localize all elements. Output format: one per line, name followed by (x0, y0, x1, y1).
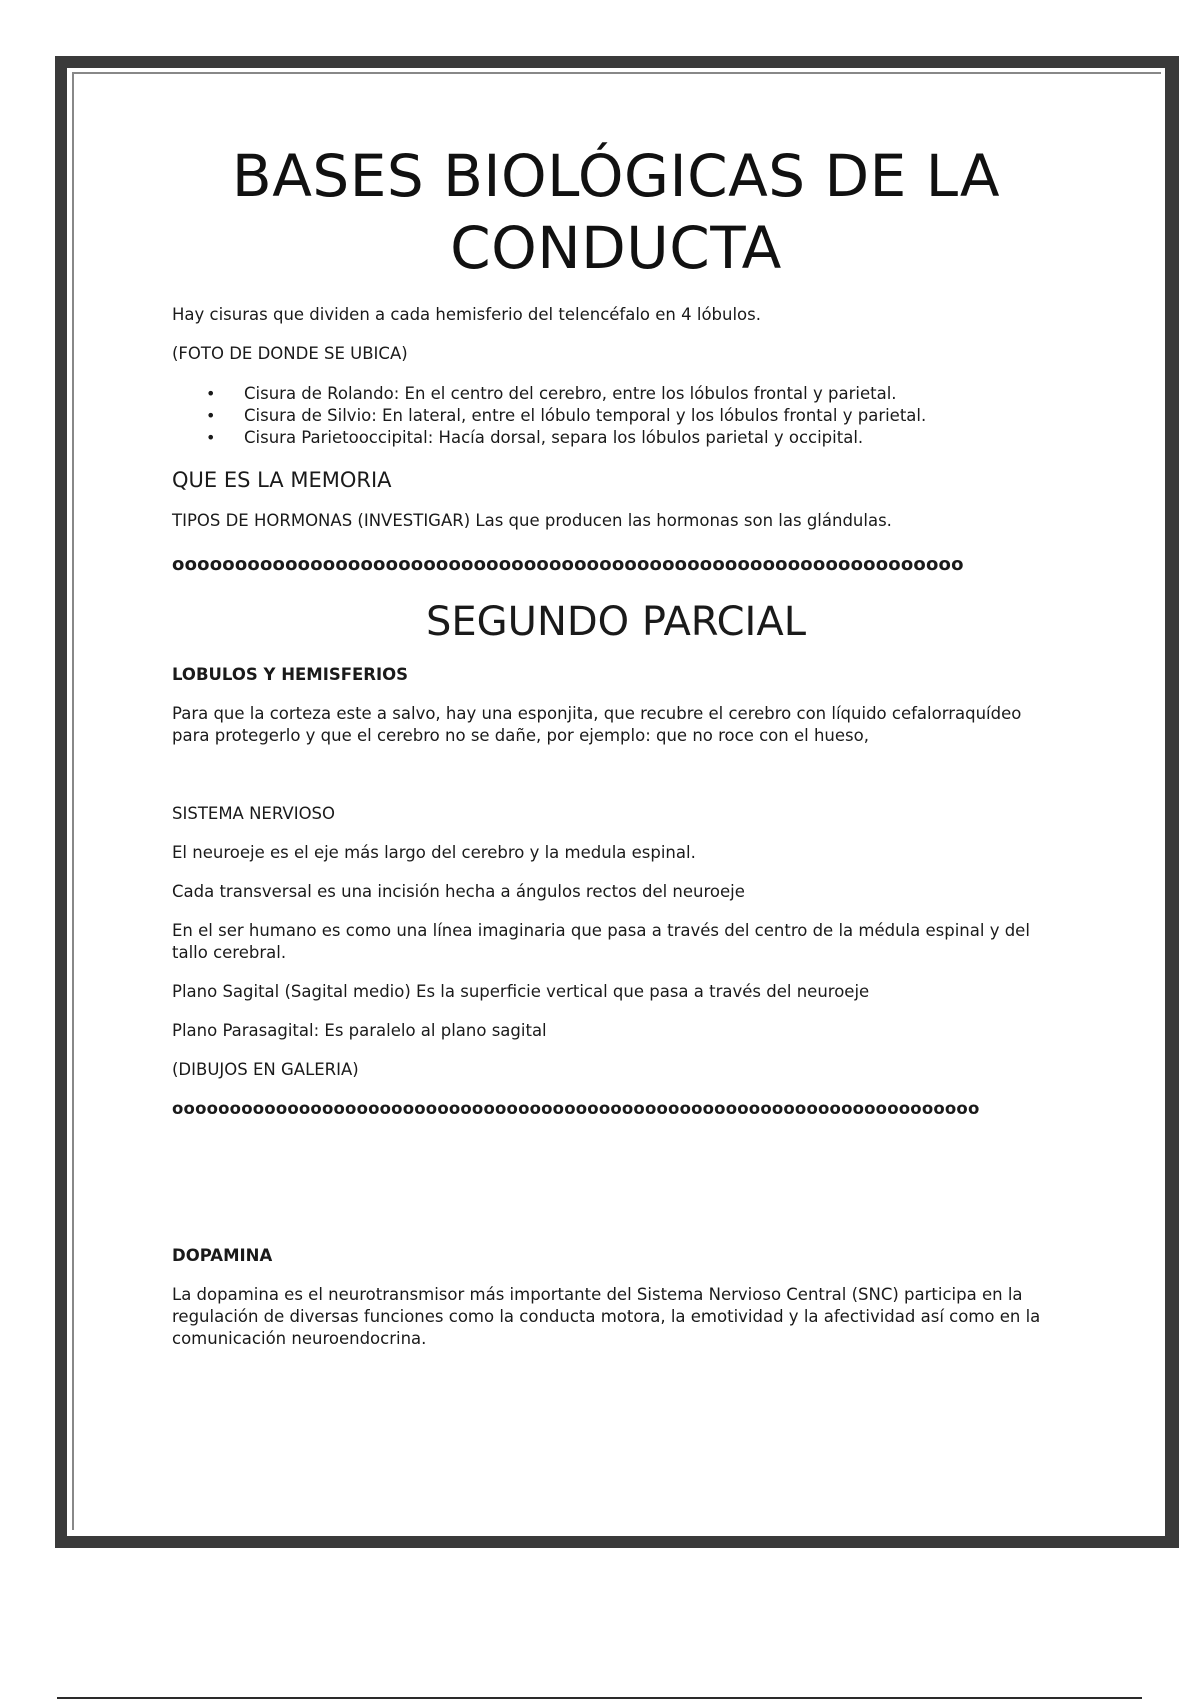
dopamine-paragraph: La dopamina es el neurotransmisor más importante del Sistema Nervioso Central (SNC) participa en la regulación de diversas funciones como la conducta motora, la emotividad y la afectividad así como en la comunicación neuroendocrina. (172, 1285, 1041, 1348)
document-body (172, 140, 1060, 1350)
nervous-paragraph: Plano Sagital (Sagital medio) Es la superficie vertical que pasa a través del neuroeje (172, 982, 870, 1001)
intro-paragraph: Hay cisuras que dividen a cada hemisferio del telencéfalo en 4 lóbulos. (172, 305, 761, 324)
drawings-note: (DIBUJOS EN GALERIA) (172, 1060, 359, 1079)
dopamine-heading: DOPAMINA (172, 1246, 273, 1265)
hormones-paragraph: TIPOS DE HORMONAS (INVESTIGAR) Las que producen las hormonas son las glándulas. (172, 511, 892, 530)
nervous-paragraph: En el ser humano es como una línea imaginaria que pasa a través del centro de la médula espinal y del tallo cerebral. (172, 921, 1030, 962)
list-item: • Cisura de Silvio: En lateral, entre el lóbulo temporal y los lóbulos frontal y parietal. (244, 405, 1060, 427)
separator-line: oooooooooooooooooooooooooooooooooooooooooooooooooooooooooooooooooooooo (172, 1099, 980, 1118)
memory-heading: QUE ES LA MEMORIA (172, 468, 392, 492)
nervous-paragraph: Plano Parasagital: Es paralelo al plano sagital (172, 1021, 547, 1040)
nervous-paragraph: Cada transversal es una incisión hecha a ángulos rectos del neuroeje (172, 882, 745, 901)
section-title: SEGUNDO PARCIAL (426, 599, 806, 645)
fissures-list (172, 383, 1060, 449)
list-item: • Cisura de Rolando: En el centro del cerebro, entre los lóbulos frontal y parietal. (244, 383, 1060, 405)
nervous-system-heading: SISTEMA NERVIOSO (172, 804, 336, 823)
lobes-paragraph: Para que la corteza este a salvo, hay una esponjita, que recubre el cerebro con líquido cefalorraquídeo para protegerlo y que el cerebro no se dañe, por ejemplo: que no roce con el hueso, (172, 704, 1022, 745)
lobes-heading: LOBULOS Y HEMISFERIOS (172, 665, 409, 684)
list-item: • Cisura Parietooccipital: Hacía dorsal, separa los lóbulos parietal y occipital. (244, 427, 1060, 449)
photo-note: (FOTO DE DONDE SE UBICA) (172, 344, 408, 363)
footer-rule (57, 1697, 1142, 1699)
nervous-paragraph: El neuroeje es el eje más largo del cerebro y la medula espinal. (172, 843, 696, 862)
page-title: BASES BIOLÓGICAS DE LA CONDUCTA (231, 142, 1001, 282)
separator-line: ooooooooooooooooooooooooooooooooooooooooooooooooooooooooooooooo (172, 554, 964, 575)
